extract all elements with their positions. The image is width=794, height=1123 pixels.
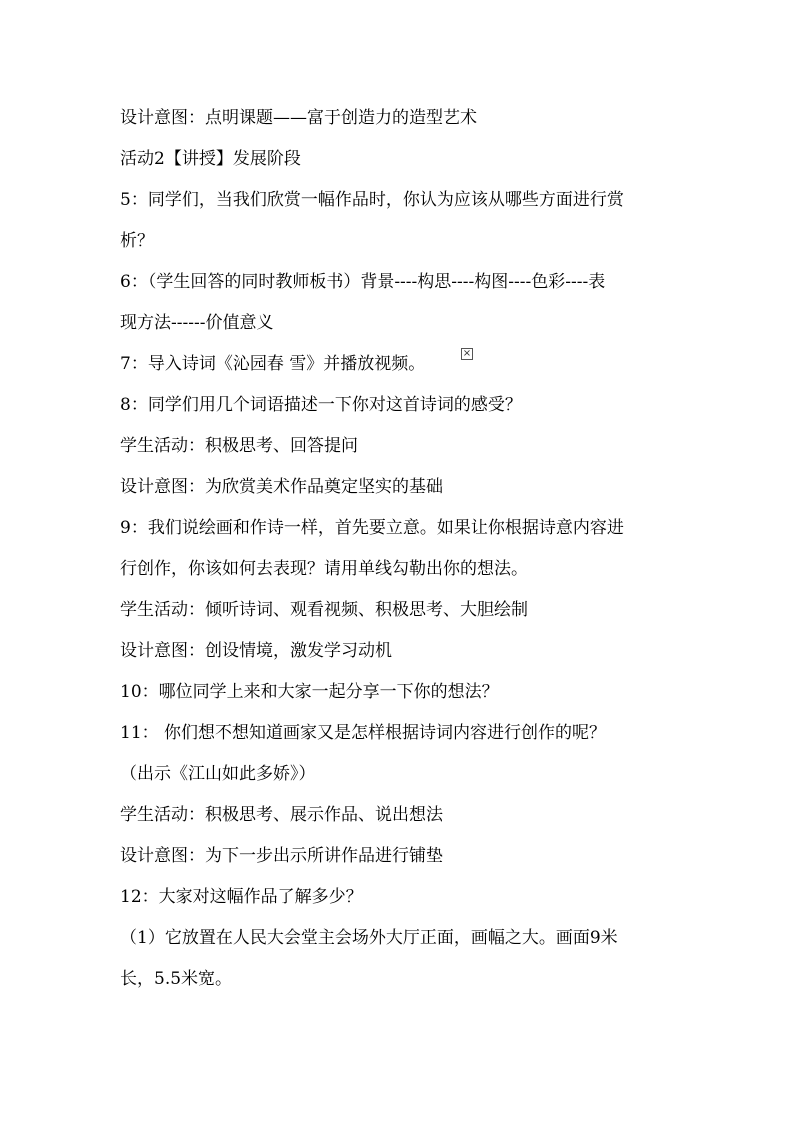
paragraph-line: 8：同学们用几个词语描述一下你对这首诗词的感受？ [120,395,522,415]
student-activity-line: 学生活动：倾听诗词、观看视频、积极思考、大胆绘制 [120,600,528,620]
design-intent-line: 设计意图：为欣赏美术作品奠定坚实的基础 [120,477,443,497]
broken-image-icon: × [462,348,472,359]
paragraph-line: 10：哪位同学上来和大家一起分享一下你的想法？ [120,682,499,702]
paragraph-line: 行创作，你该如何去表现？请用单线勾勒出你的想法。 [120,559,528,579]
paragraph-line: 析？ [120,231,154,251]
paragraph-line: 现方法------价值意义 [120,313,274,333]
paragraph-line: 9：我们说绘画和作诗一样，首先要立意。如果让你根据诗意内容进 [120,518,624,538]
paragraph-line: 11： 你们想不想知道画家又是怎样根据诗词内容进行创作的呢？ [120,723,607,743]
activity-heading: 活动2【讲授】发展阶段 [120,149,301,169]
document-body [120,98,680,1000]
paragraph-text: 7：导入诗词《沁园春 雪》并播放视频。 [120,354,426,374]
design-intent-line: 设计意图：为下一步出示所讲作品进行铺垫 [120,846,443,866]
paragraph-line-with-image [120,344,680,385]
paragraph-line: （1）它放置在人民大会堂主会场外大厅正面，画幅之大。画面9米 [120,928,618,948]
student-activity-line: 学生活动：积极思考、回答提问 [120,436,358,456]
design-intent-line: 设计意图：创设情境，激发学习动机 [120,641,392,661]
design-intent-line: 设计意图：点明课题——富于创造力的造型艺术 [120,108,477,128]
paragraph-line: 长，5.5米宽。 [120,969,233,989]
paragraph-line: 5：同学们，当我们欣赏一幅作品时，你认为应该从哪些方面进行赏 [120,190,624,210]
paragraph-line: （出示《江山如此多娇》） [120,764,316,784]
paragraph-line: 12：大家对这幅作品了解多少？ [120,887,363,907]
paragraph-line: 6：（学生回答的同时教师板书）背景----构思----构图----色彩----表 [120,272,606,292]
student-activity-line: 学生活动：积极思考、展示作品、说出想法 [120,805,443,825]
